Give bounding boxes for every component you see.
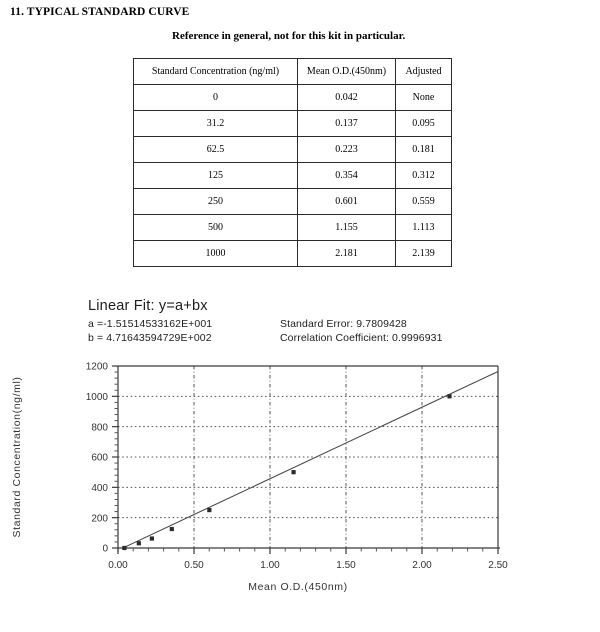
x-axis-tick-label: 0.00 [108, 560, 128, 571]
table-row [134, 137, 452, 163]
fit-standard-error: Standard Error: 9.7809428 [280, 318, 407, 330]
fit-correlation-coeff: Correlation Coefficient: 0.9996931 [280, 332, 443, 344]
y-axis-tick-label: 200 [91, 513, 108, 525]
data-point-marker [170, 527, 174, 531]
y-axis-tick-label: 600 [91, 452, 108, 464]
y-axis-tick-label: 800 [91, 422, 108, 434]
data-point-marker [122, 546, 126, 550]
data-point-marker [150, 536, 154, 540]
y-axis-tick-label: 1000 [85, 391, 108, 403]
column-header-adjusted: Adjusted [396, 59, 452, 85]
x-axis-tick-label: 1.50 [336, 560, 356, 571]
cell-adjusted: 0.181 [396, 137, 452, 163]
cell-adjusted: 1.113 [396, 215, 452, 241]
cell-mean-od: 0.354 [298, 163, 396, 189]
column-header-mean-od: Mean O.D.(450nm) [298, 59, 396, 85]
fit-coefficient-a: a =-1.51514533162E+001 [88, 318, 213, 330]
standard-curve-chart [0, 352, 600, 602]
cell-adjusted: 0.312 [396, 163, 452, 189]
cell-mean-od: 2.181 [298, 241, 396, 267]
y-axis-tick-label: 0 [102, 543, 108, 555]
cell-mean-od: 0.223 [298, 137, 396, 163]
table-row [134, 163, 452, 189]
data-point-marker [137, 541, 141, 545]
table-row [134, 215, 452, 241]
cell-mean-od: 1.155 [298, 215, 396, 241]
cell-adjusted: 0.095 [396, 111, 452, 137]
table-row [134, 189, 452, 215]
page-title: 11. TYPICAL STANDARD CURVE [10, 6, 190, 18]
x-axis-tick-label: 2.00 [412, 560, 432, 571]
chart-canvas [0, 352, 600, 602]
y-axis-title: Standard Concentration(ng/ml) [11, 376, 23, 538]
cell-adjusted: None [396, 85, 452, 111]
x-axis-tick-label: 0.50 [184, 560, 204, 571]
cell-mean-od: 0.601 [298, 189, 396, 215]
linear-fit-title: Linear Fit: y=a+bx [88, 298, 208, 314]
x-axis-title: Mean O.D.(450nm) [248, 581, 348, 593]
linear-fit-summary [88, 298, 443, 344]
cell-concentration: 500 [134, 215, 298, 241]
fit-coefficient-b: b = 4.71643594729E+002 [88, 332, 212, 344]
y-axis-tick-label: 1200 [85, 361, 108, 373]
cell-mean-od: 0.137 [298, 111, 396, 137]
data-point-marker [291, 470, 295, 474]
reference-note: Reference in general, not for this kit in particular. [172, 30, 406, 42]
cell-concentration: 31.2 [134, 111, 298, 137]
x-axis-tick-label: 2.50 [488, 560, 508, 571]
cell-concentration: 62.5 [134, 137, 298, 163]
cell-concentration: 125 [134, 163, 298, 189]
column-header-concentration: Standard Concentration (ng/ml) [134, 59, 298, 85]
table-header-row [134, 59, 452, 85]
table-row [134, 85, 452, 111]
cell-adjusted: 0.559 [396, 189, 452, 215]
data-point-marker [447, 394, 451, 398]
y-axis-tick-label: 400 [91, 482, 108, 494]
cell-adjusted: 2.139 [396, 241, 452, 267]
cell-concentration: 250 [134, 189, 298, 215]
cell-concentration: 1000 [134, 241, 298, 267]
fit-line [123, 371, 498, 548]
x-axis-tick-label: 1.00 [260, 560, 280, 571]
data-point-marker [207, 508, 211, 512]
standard-curve-table [133, 58, 452, 267]
table-row [134, 241, 452, 267]
table-row [134, 111, 452, 137]
cell-mean-od: 0.042 [298, 85, 396, 111]
cell-concentration: 0 [134, 85, 298, 111]
